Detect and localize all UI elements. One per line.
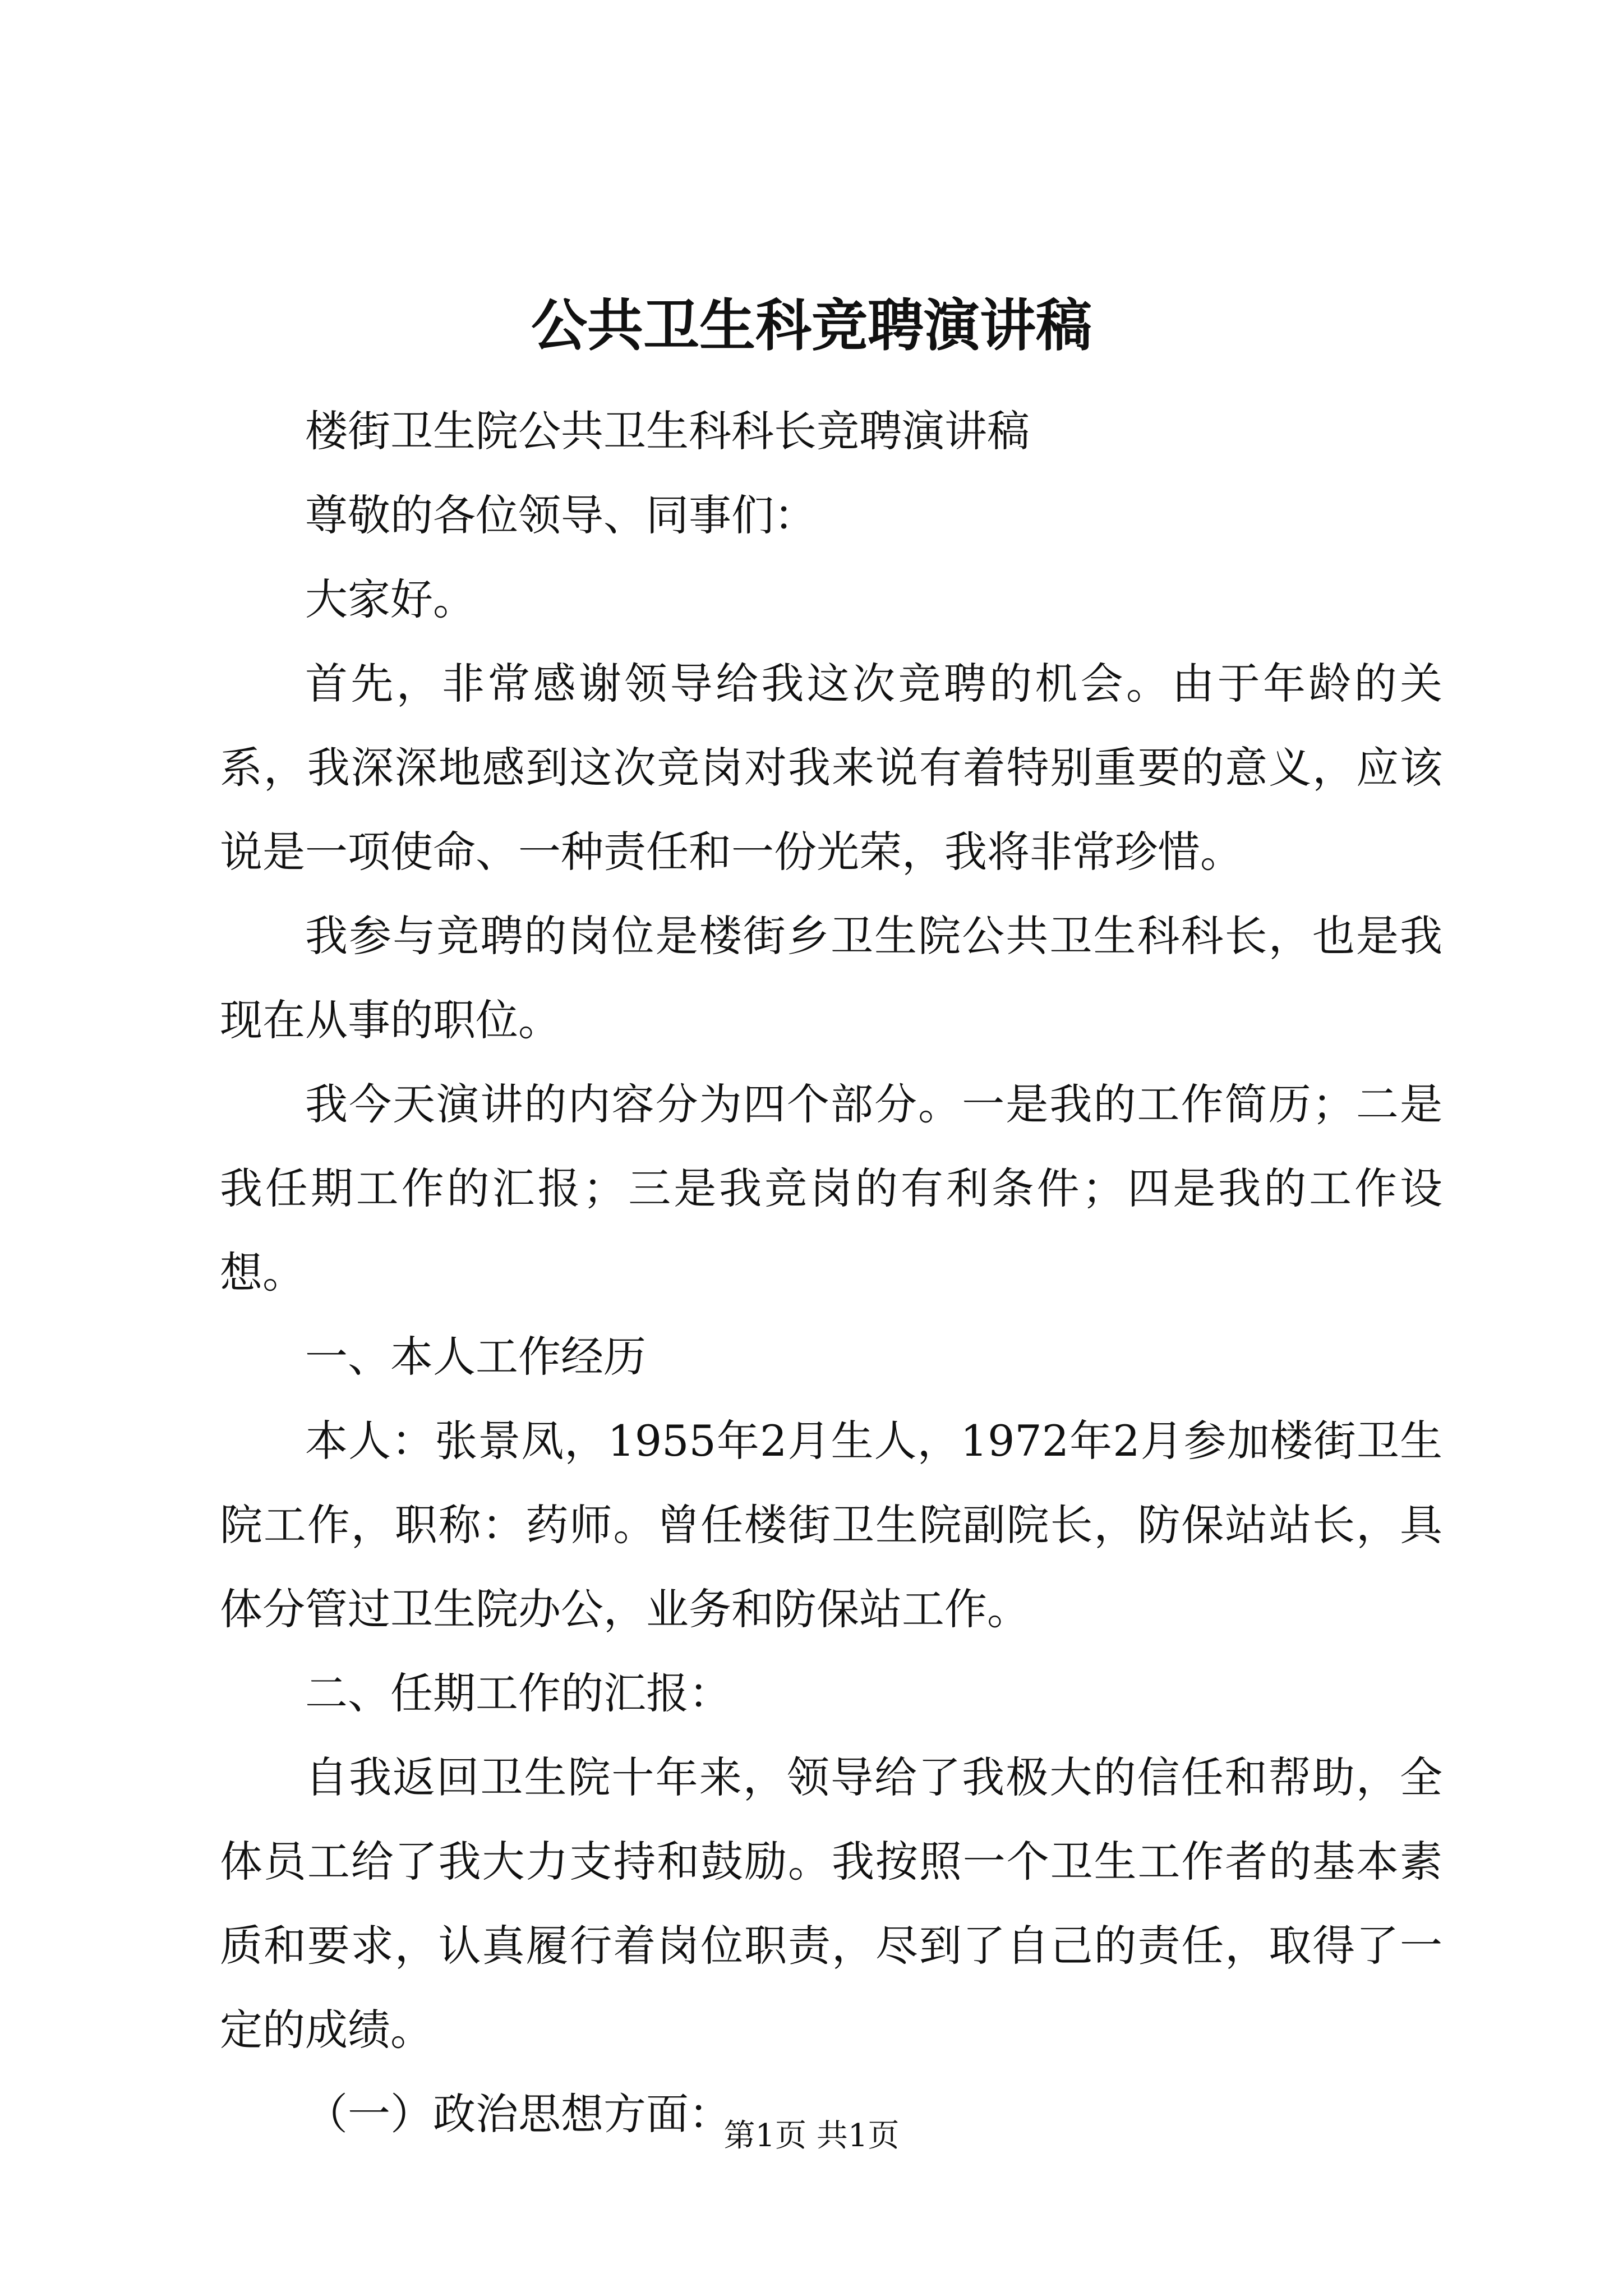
paragraph-thanks: 首先，非常感谢领导给我这次竞聘的机会。由于年龄的关系，我深深地感到这次竞岗对我来说有着特别重要的意义，应该说是一项使命、一种责任和一份光荣，我将非常珍惜。 [220, 659, 1442, 877]
paragraph-biography: 本人：张景凤，1955年2月生人，1972年2月参加楼街卫生院工作，职称：药师。曾任楼街卫生院副院长，防保站站长，具体分管过卫生院办公，业务和防保站工作。 [220, 1416, 1442, 1634]
paragraph-greeting: 大家好。 [305, 574, 476, 624]
page-footer: 第1页 共1页 [723, 2118, 900, 2154]
paragraph-subtitle: 楼街卫生院公共卫生科科长竞聘演讲稿 [305, 406, 1030, 456]
document-body [220, 389, 1442, 2156]
document-title: 公共卫生科竞聘演讲稿 [531, 292, 1092, 358]
section-heading-2: 二、任期工作的汇报： [305, 1668, 731, 1718]
subsection-heading-1: （一）政治思想方面： [305, 2089, 731, 2139]
paragraph-outline: 我今天演讲的内容分为四个部分。一是我的工作简历；二是我任期工作的汇报；三是我竞岗的有利条件；四是我的工作设想。 [220, 1079, 1442, 1297]
paragraph-report: 自我返回卫生院十年来，领导给了我极大的信任和帮助，全体员工给了我大力支持和鼓励。我按照一个卫生工作者的基本素质和要求，认真履行着岗位职责，尽到了自己的责任，取得了一定的成绩。 [220, 1752, 1442, 2055]
section-heading-1: 一、本人工作经历 [305, 1332, 646, 1382]
paragraph-salutation: 尊敬的各位领导、同事们： [305, 490, 817, 540]
paragraph-position: 我参与竞聘的岗位是楼街乡卫生院公共卫生科科长，也是我现在从事的职位。 [220, 911, 1442, 1045]
